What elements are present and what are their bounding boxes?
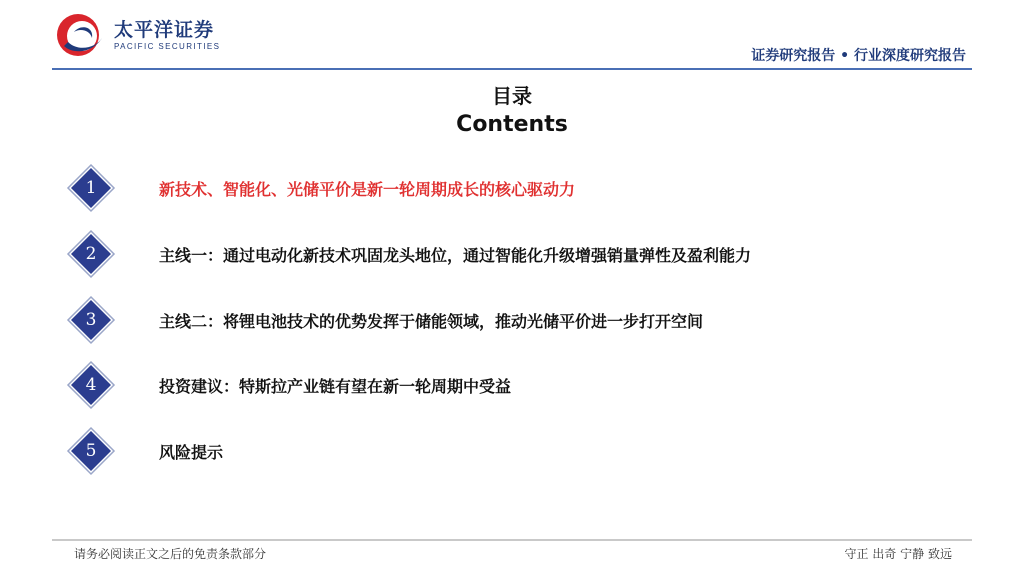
company-logo <box>52 8 112 60</box>
disclaimer-text: 请务必阅读正文之后的免责条款部分 <box>74 547 267 561</box>
toc-item-3[interactable] <box>64 295 964 345</box>
toc-item-number: 3 <box>85 310 97 330</box>
logo-text <box>114 20 220 51</box>
header-divider <box>52 68 972 70</box>
toc-title: 目录 <box>492 84 532 108</box>
toc-item-label: 主线二：将锂电池技术的优势发挥于储能领域，推动光储平价进一步打开空间 <box>159 312 704 331</box>
footer-divider <box>52 539 972 541</box>
logo-name-en: PACIFIC SECURITIES <box>114 42 221 51</box>
toc-item-label: 风险提示 <box>159 443 224 462</box>
toc-item-label: 投资建议：特斯拉产业链有望在新一轮周期中受益 <box>159 377 512 396</box>
toc-item-5[interactable] <box>64 426 964 476</box>
report-type: 证券研究报告 • 行业深度研究报告 <box>751 48 966 64</box>
slogan-text: 守正 出奇 宁静 致远 <box>844 547 952 561</box>
toc-item-label: 新技术、智能化、光储平价是新一轮周期成长的核心驱动力 <box>159 180 576 199</box>
toc-item-2[interactable] <box>64 229 964 279</box>
toc-item-number: 2 <box>85 244 97 264</box>
toc-item-1[interactable] <box>64 163 964 213</box>
toc-item-number: 1 <box>85 178 97 198</box>
toc-subtitle: Contents <box>456 112 568 137</box>
logo-name-cn: 太平洋证券 <box>114 19 215 41</box>
toc-item-number: 4 <box>85 375 97 395</box>
toc-item-4[interactable] <box>64 360 964 410</box>
toc-item-label: 主线一：通过电动化新技术巩固龙头地位，通过智能化升级增强销量弹性及盈利能力 <box>159 246 752 265</box>
toc-item-number: 5 <box>85 441 97 461</box>
